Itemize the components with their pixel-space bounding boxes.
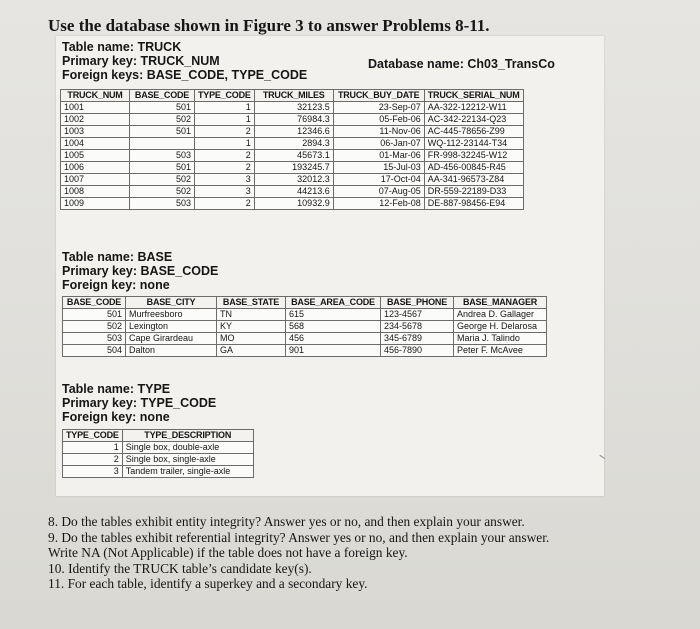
column-header: TYPE_CODE <box>195 90 255 102</box>
table-cell: AD-456-00845-R45 <box>424 162 523 174</box>
column-header: TRUCK_NUM <box>61 90 130 102</box>
table-cell: 2894.3 <box>254 138 333 150</box>
base-primary-key: Primary key: BASE_CODE <box>62 264 219 278</box>
question-11: 11. For each table, identify a superkey and a secondary key. <box>48 576 368 591</box>
table-cell: 504 <box>63 345 126 357</box>
table-cell: Cape Girardeau <box>126 333 217 345</box>
column-header: TYPE_CODE <box>63 430 123 442</box>
table-cell: 3 <box>63 466 123 478</box>
type-header-row <box>63 430 254 442</box>
table-cell <box>130 138 195 150</box>
table-cell: 1 <box>195 138 255 150</box>
truck-header-row <box>61 90 524 102</box>
table-cell: 501 <box>63 309 126 321</box>
table-cell: 502 <box>130 114 195 126</box>
table-cell: 501 <box>130 126 195 138</box>
table-cell: George H. Delarosa <box>454 321 547 333</box>
truck-rows <box>61 102 524 210</box>
table-cell: 1005 <box>61 150 130 162</box>
table-row <box>61 174 524 186</box>
table-cell: 2 <box>195 150 255 162</box>
table-cell: 07-Aug-05 <box>333 186 424 198</box>
table-row <box>61 138 524 150</box>
table-cell: DR-559-22189-D33 <box>424 186 523 198</box>
truck-primary-key: Primary key: TRUCK_NUM <box>62 54 220 68</box>
table-row <box>63 345 547 357</box>
column-header: BASE_MANAGER <box>454 297 547 309</box>
table-cell: 503 <box>63 333 126 345</box>
table-cell: 1009 <box>61 198 130 210</box>
table-cell: 502 <box>63 321 126 333</box>
truck-table-name: Table name: TRUCK <box>62 40 182 54</box>
table-cell: Peter F. McAvee <box>454 345 547 357</box>
column-header: TRUCK_BUY_DATE <box>333 90 424 102</box>
table-cell: Lexington <box>126 321 217 333</box>
column-header: BASE_CITY <box>126 297 217 309</box>
table-cell: 501 <box>130 102 195 114</box>
table-cell: 1001 <box>61 102 130 114</box>
table-row <box>63 454 254 466</box>
table-cell: 1006 <box>61 162 130 174</box>
column-header: BASE_AREA_CODE <box>286 297 381 309</box>
table-cell: DE-887-98456-E94 <box>424 198 523 210</box>
table-cell: 23-Sep-07 <box>333 102 424 114</box>
question-10: 10. Identify the TRUCK table’s candidate key(s). <box>48 560 312 576</box>
table-row <box>61 114 524 126</box>
table-cell: 17-Oct-04 <box>333 174 424 186</box>
base-table-name: Table name: BASE <box>62 250 173 264</box>
table-cell: Andrea D. Gallager <box>454 309 547 321</box>
table-cell: 615 <box>286 309 381 321</box>
table-row <box>61 198 524 210</box>
table-cell: 01-Mar-06 <box>333 150 424 162</box>
type-primary-key: Primary key: TYPE_CODE <box>62 396 217 410</box>
column-header: TRUCK_SERIAL_NUM <box>424 90 523 102</box>
type-table <box>62 429 254 478</box>
table-cell: 1 <box>195 102 255 114</box>
table-cell: MO <box>217 333 286 345</box>
table-cell: 10932.9 <box>254 198 333 210</box>
column-header: TYPE_DESCRIPTION <box>122 430 253 442</box>
column-header: BASE_STATE <box>217 297 286 309</box>
truck-meta <box>62 40 307 82</box>
type-rows <box>63 442 254 478</box>
table-cell: Maria J. Talindo <box>454 333 547 345</box>
table-cell: 15-Jul-03 <box>333 162 424 174</box>
table-row <box>61 186 524 198</box>
table-cell: FR-998-32245-W12 <box>424 150 523 162</box>
table-cell: 2 <box>63 454 123 466</box>
database-name: Database name: Ch03_TransCo <box>368 57 555 71</box>
table-cell: 568 <box>286 321 381 333</box>
base-foreign-key: Foreign key: none <box>62 278 170 292</box>
table-row <box>61 162 524 174</box>
table-cell: 2 <box>195 162 255 174</box>
table-cell: 2 <box>195 126 255 138</box>
table-row <box>63 309 547 321</box>
question-9: 9. Do the tables exhibit referential integrity? Answer yes or no, and then explain your answer. <box>48 529 550 545</box>
table-cell: 456 <box>286 333 381 345</box>
table-cell: 1004 <box>61 138 130 150</box>
table-cell: 1002 <box>61 114 130 126</box>
table-row <box>63 321 547 333</box>
question-8: 8. Do the tables exhibit entity integrity? Answer yes or no, and then explain your answer. <box>48 514 525 529</box>
table-cell: 1008 <box>61 186 130 198</box>
table-cell: 11-Nov-06 <box>333 126 424 138</box>
table-cell: 345-6789 <box>381 333 454 345</box>
truck-foreign-keys: Foreign keys: BASE_CODE, TYPE_CODE <box>62 68 308 82</box>
table-cell: 234-5678 <box>381 321 454 333</box>
table-row <box>61 102 524 114</box>
table-cell: Murfreesboro <box>126 309 217 321</box>
table-cell: TN <box>217 309 286 321</box>
table-cell: 3 <box>195 174 255 186</box>
table-cell: WQ-112-23144-T34 <box>424 138 523 150</box>
table-row <box>63 466 254 478</box>
type-table-name: Table name: TYPE <box>62 382 171 396</box>
type-meta <box>62 382 216 424</box>
table-cell: Single box, double-axle <box>122 442 253 454</box>
table-cell: 503 <box>130 150 195 162</box>
base-rows <box>63 309 547 357</box>
table-cell: 32012.3 <box>254 174 333 186</box>
figure-3 <box>56 36 604 496</box>
table-cell: 1003 <box>61 126 130 138</box>
table-row <box>63 333 547 345</box>
table-row <box>61 150 524 162</box>
base-meta <box>62 250 218 292</box>
table-cell: 45673.1 <box>254 150 333 162</box>
table-cell: 456-7890 <box>381 345 454 357</box>
table-cell: 05-Feb-06 <box>333 114 424 126</box>
table-cell: 32123.5 <box>254 102 333 114</box>
table-cell: Tandem trailer, single-axle <box>122 466 253 478</box>
table-cell: 1007 <box>61 174 130 186</box>
table-cell: 503 <box>130 198 195 210</box>
table-cell: 12346.6 <box>254 126 333 138</box>
question-9-note: Write NA (Not Applicable) if the table does not have a foreign key. <box>48 545 408 560</box>
table-cell: 123-4567 <box>381 309 454 321</box>
table-cell: 3 <box>195 186 255 198</box>
table-cell: 12-Feb-08 <box>333 198 424 210</box>
page-heading: Use the database shown in Figure 3 to answer Problems 8-11. <box>48 16 490 35</box>
table-cell: Single box, single-axle <box>122 454 253 466</box>
table-cell: 06-Jan-07 <box>333 138 424 150</box>
table-cell: 2 <box>195 198 255 210</box>
table-row <box>61 126 524 138</box>
table-cell: 44213.6 <box>254 186 333 198</box>
table-cell: 193245.7 <box>254 162 333 174</box>
table-cell: 1 <box>63 442 123 454</box>
table-cell: Dalton <box>126 345 217 357</box>
column-header: BASE_CODE <box>63 297 126 309</box>
questions <box>48 514 549 592</box>
table-cell: AC-342-22134-Q23 <box>424 114 523 126</box>
table-cell: AA-341-96573-Z84 <box>424 174 523 186</box>
table-cell: AC-445-78656-Z99 <box>424 126 523 138</box>
column-header: BASE_CODE <box>130 90 195 102</box>
column-header: TRUCK_MILES <box>254 90 333 102</box>
table-cell: 502 <box>130 186 195 198</box>
table-cell: 501 <box>130 162 195 174</box>
base-table <box>62 296 547 357</box>
table-cell: 1 <box>195 114 255 126</box>
table-cell: AA-322-12212-W11 <box>424 102 523 114</box>
truck-table <box>60 89 524 210</box>
table-cell: 76984.3 <box>254 114 333 126</box>
base-header-row <box>63 297 547 309</box>
table-cell: 901 <box>286 345 381 357</box>
table-cell: GA <box>217 345 286 357</box>
table-row <box>63 442 254 454</box>
type-foreign-key: Foreign key: none <box>62 410 170 424</box>
table-cell: KY <box>217 321 286 333</box>
column-header: BASE_PHONE <box>381 297 454 309</box>
table-cell: 502 <box>130 174 195 186</box>
